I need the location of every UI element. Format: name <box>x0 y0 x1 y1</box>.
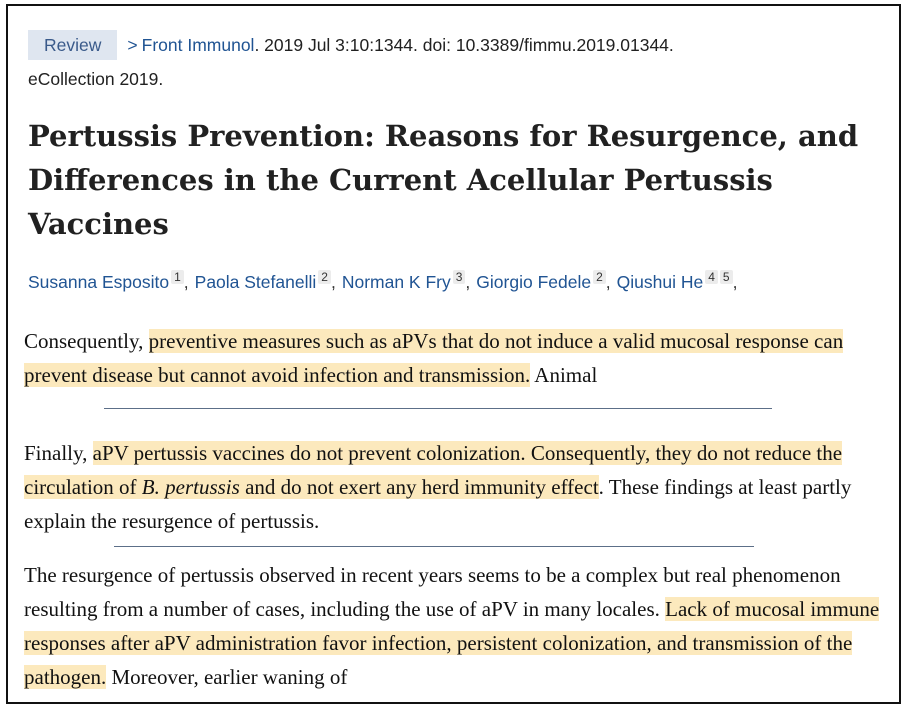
chevron-right-icon: > <box>127 35 138 55</box>
excerpt-text: . These findings at least partly explain the resurgence of pertussis. <box>24 475 852 533</box>
author-separator: , <box>732 271 738 292</box>
author-separator: , <box>605 271 611 292</box>
author-link[interactable]: Qiushui He <box>616 271 704 292</box>
author-link[interactable]: Paola Stefanelli <box>194 271 317 292</box>
author-separator: , <box>330 271 336 292</box>
author-link[interactable]: Susanna Esposito <box>28 271 170 292</box>
excerpt-text: Consequently, <box>24 329 149 353</box>
affiliation-link[interactable]: 1 <box>171 270 184 284</box>
excerpt-divider <box>114 546 754 547</box>
author-link[interactable]: Giorgio Fedele <box>476 271 592 292</box>
author-separator: , <box>465 271 471 292</box>
article-excerpt-frame <box>6 4 901 704</box>
affiliation-link[interactable]: 2 <box>318 270 331 284</box>
highlighted-text: preventive measures such as aPVs that do not induce a valid mucosal response can prevent disease but cannot avoid infection and transmission. <box>24 329 844 387</box>
highlighted-text: and do not exert any herd immunity effect <box>239 475 599 499</box>
review-badge: Review <box>28 30 117 60</box>
affiliation-link[interactable]: 5 <box>720 270 733 284</box>
excerpt-paragraph-2 <box>24 436 894 538</box>
ecollection-text: eCollection 2019. <box>28 69 164 89</box>
excerpt-text: Animal <box>530 363 598 387</box>
highlighted-italic-text: B. pertussis <box>141 475 240 499</box>
affiliation-link[interactable]: 2 <box>593 270 606 284</box>
excerpt-text: Moreover, earlier waning of <box>106 665 348 689</box>
excerpt-paragraph-1 <box>24 324 894 392</box>
highlighted-text: Lack of mucosal immune responses after aPV administration favor infection, persistent colonization, and transmission of the pathogen. <box>24 597 880 689</box>
affiliation-link[interactable]: 3 <box>453 270 466 284</box>
highlighted-text: aPV pertussis vaccines do not prevent colonization. Consequently, they do not reduce the circulation of <box>24 441 843 499</box>
author-link[interactable]: Norman K Fry <box>341 271 451 292</box>
affiliation-link[interactable]: 4 <box>705 270 718 284</box>
article-title: Pertussis Prevention: Reasons for Resurgence, and Differences in the Current Acellular Pertussis Vaccines <box>28 119 859 241</box>
journal-link[interactable]: Front Immunol <box>141 35 255 55</box>
citation-header <box>28 28 888 96</box>
excerpt-divider <box>104 408 772 409</box>
excerpt-text: The resurgence of pertussis observed in recent years seems to be a complex but real phenomenon resulting from a number of cases, including the use of aPV in many locales. <box>24 563 841 621</box>
citation-text: . 2019 Jul 3:10:1344. doi: 10.3389/fimmu.2019.01344. <box>254 35 674 55</box>
excerpt-text: Finally, <box>24 441 93 465</box>
excerpt-paragraph-3 <box>24 558 894 694</box>
author-list <box>28 270 888 293</box>
author-separator: , <box>183 271 189 292</box>
